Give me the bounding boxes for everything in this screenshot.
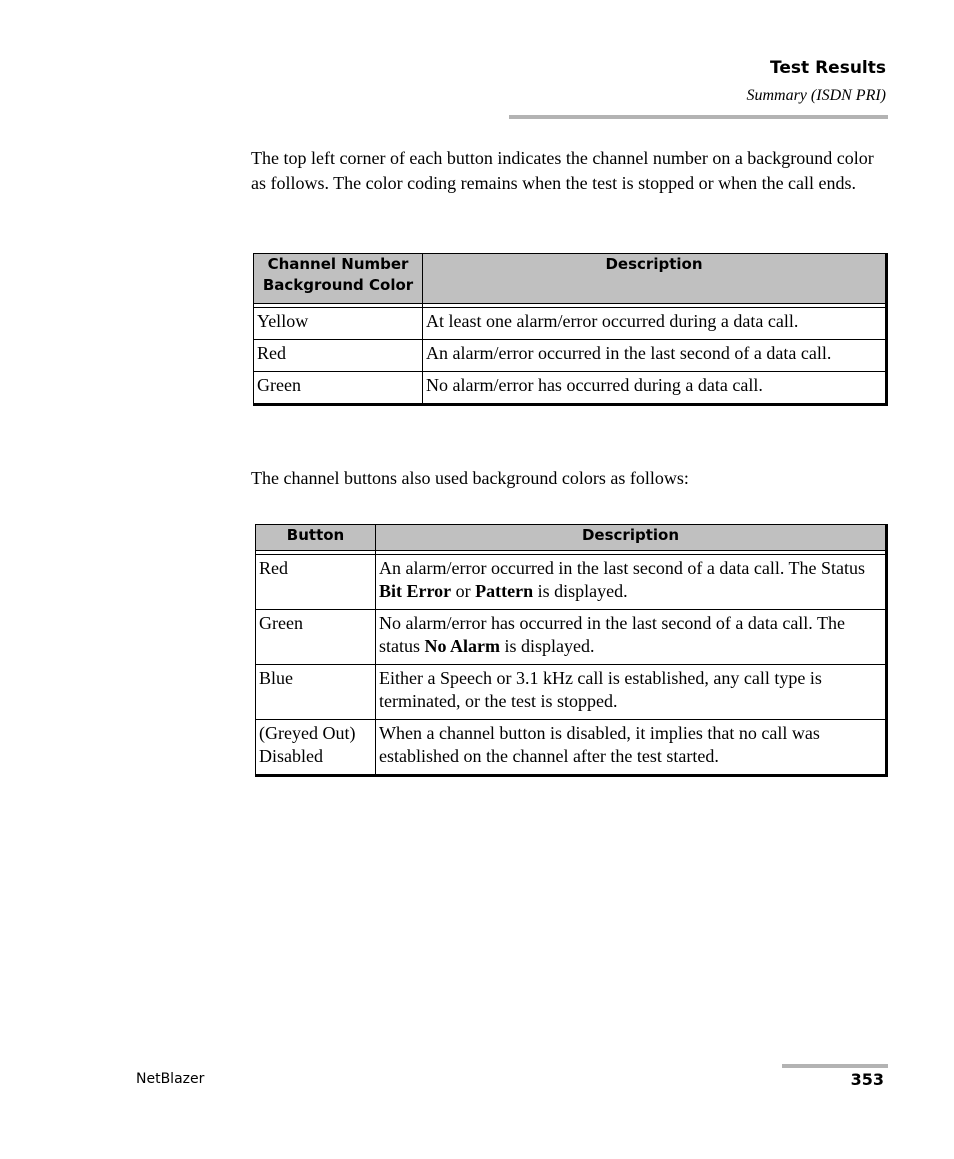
cell-description: When a channel button is disabled, it implies that no call was established on the channel after the test started. <box>376 720 888 777</box>
text: or <box>451 581 476 601</box>
table-row <box>255 665 888 720</box>
cell-description: At least one alarm/error occurred during a data call. <box>423 308 888 340</box>
cell-description: Either a Speech or 3.1 kHz call is established, any call type is terminated, or the test is stopped. <box>376 665 888 720</box>
header-line: Background Color <box>262 276 414 294</box>
header-line: Channel Number <box>267 255 409 273</box>
column-header-button: Button <box>255 524 376 551</box>
cell-button: Green <box>255 610 376 665</box>
status-name: Pattern <box>475 581 534 601</box>
cell-description: An alarm/error occurred in the last second of a data call. <box>423 340 888 372</box>
table-row <box>255 555 888 610</box>
cell-description <box>376 610 888 665</box>
button-color-table <box>255 524 888 777</box>
cell-color: Yellow <box>253 308 423 340</box>
cell-color: Green <box>253 372 423 406</box>
button-line: Disabled <box>259 746 323 766</box>
cell-description <box>376 555 888 610</box>
cell-color: Red <box>253 340 423 372</box>
text: is displayed. <box>533 581 628 601</box>
table-header-row <box>253 253 888 304</box>
channel-color-table <box>253 253 888 406</box>
table-row <box>255 720 888 777</box>
footer-rule <box>782 1064 888 1068</box>
table-header-row <box>255 524 888 551</box>
product-name: NetBlazer <box>136 1071 205 1087</box>
text: is displayed. <box>500 636 595 656</box>
cell-description: No alarm/error has occurred during a data call. <box>423 372 888 406</box>
table-row <box>255 610 888 665</box>
button-line: (Greyed Out) <box>259 723 356 743</box>
table-row <box>253 308 888 340</box>
table-row <box>253 340 888 372</box>
text: No alarm/error has occurred in the last second of a data call. The status <box>379 613 845 656</box>
second-paragraph: The channel buttons also used background colors as follows: <box>251 468 689 488</box>
column-header-channel-color <box>253 253 423 304</box>
status-name: No Alarm <box>424 636 501 656</box>
cell-button <box>255 720 376 777</box>
intro-paragraph: The top left corner of each button indicates the channel number on a background color as follows. The color coding remains when the test is stopped or when the call ends. <box>251 148 874 193</box>
text: An alarm/error occurred in the last second of a data call. The Status <box>379 558 865 578</box>
status-name: Bit Error <box>379 581 452 601</box>
column-header-description: Description <box>423 253 888 304</box>
column-header-description: Description <box>376 524 888 551</box>
header-rule <box>509 115 888 119</box>
table-row <box>253 372 888 406</box>
cell-button: Blue <box>255 665 376 720</box>
page-number: 353 <box>850 1070 884 1089</box>
section-subtitle: Summary (ISDN PRI) <box>746 87 886 104</box>
cell-button: Red <box>255 555 376 610</box>
section-title: Test Results <box>770 58 886 78</box>
